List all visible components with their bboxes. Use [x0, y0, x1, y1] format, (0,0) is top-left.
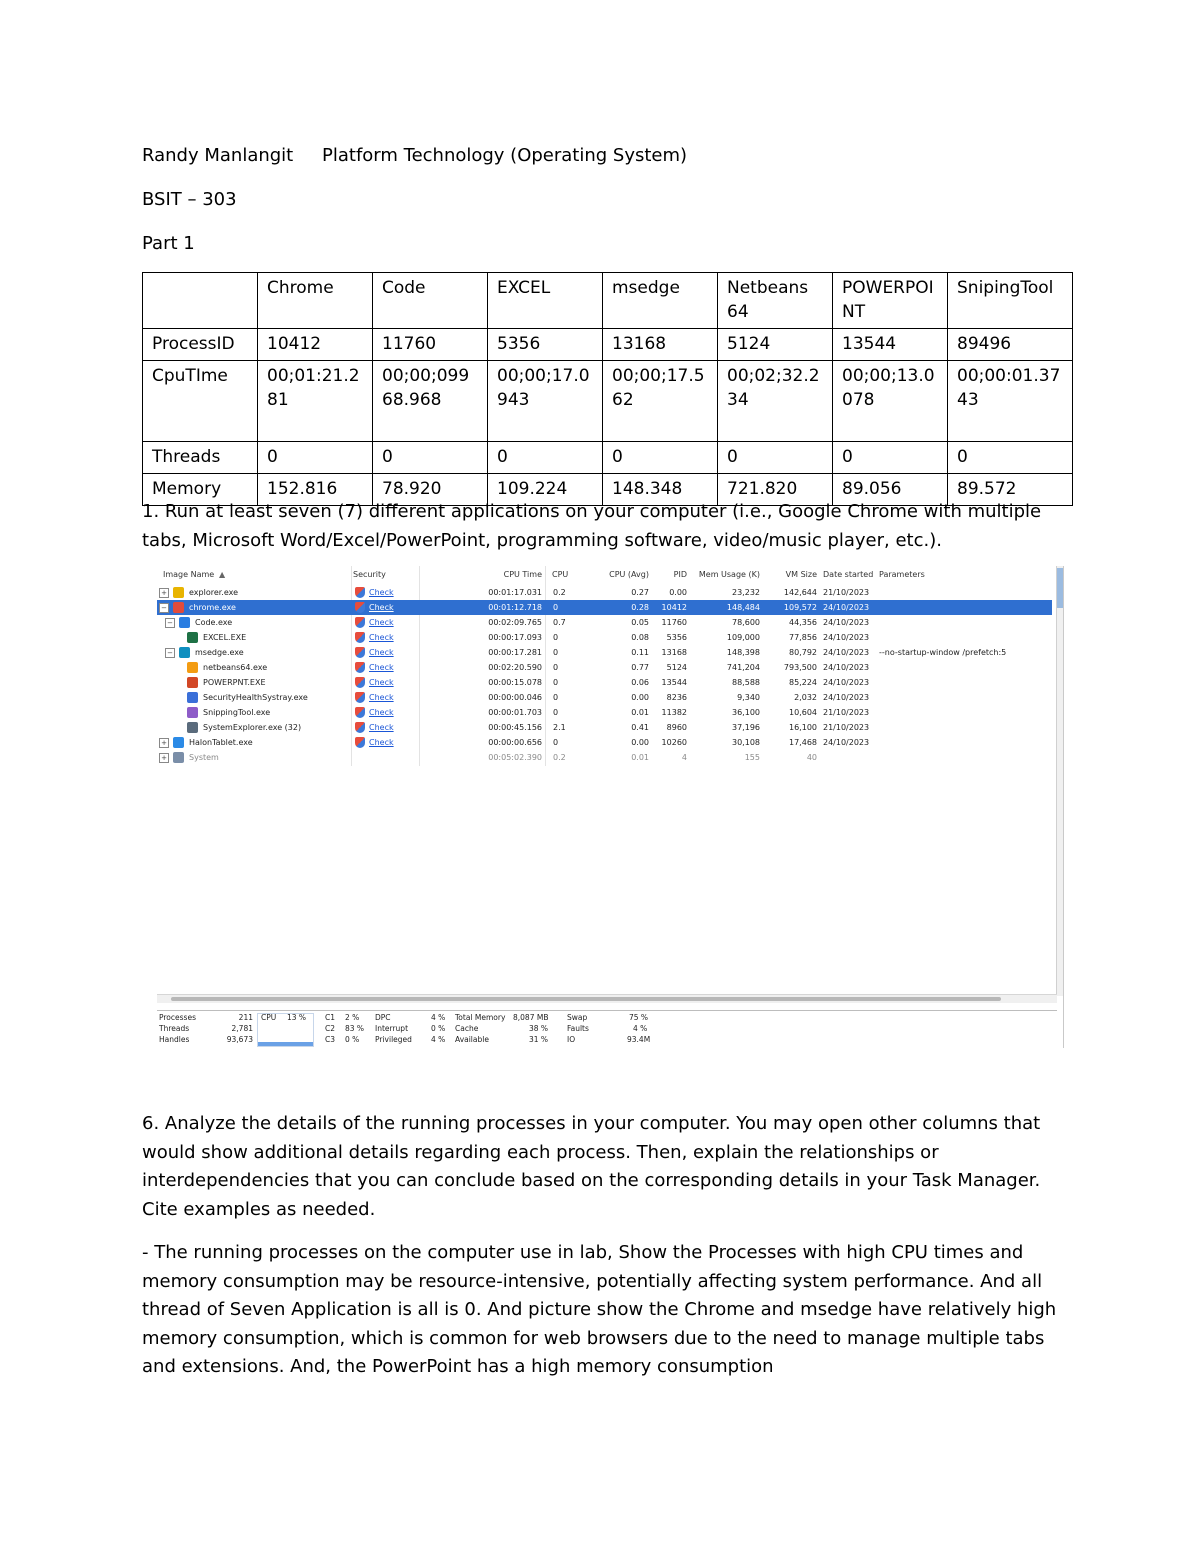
date-started: 21/10/2023: [823, 723, 870, 732]
cpu-time: 00:01:12.718: [488, 603, 542, 612]
process-row[interactable]: [157, 750, 1052, 765]
cpu-time: 00:00:15.078: [488, 678, 542, 687]
table-cell: 5356: [488, 329, 603, 361]
cpu-average: 0.41: [631, 723, 649, 732]
cpu-time: 00:00:00.046: [488, 693, 542, 702]
security-check-link[interactable]: Check: [369, 618, 394, 627]
vm-size: 17,468: [789, 738, 817, 747]
date-started: 24/10/2023: [823, 618, 870, 627]
column-pid[interactable]: PID: [673, 570, 687, 579]
process-row[interactable]: [157, 615, 1052, 630]
status-interrupt-value: 0 %: [431, 1024, 446, 1033]
date-started: 21/10/2023: [823, 588, 870, 597]
security-shield-icon: [355, 587, 365, 598]
process-name: netbeans64.exe: [203, 663, 268, 672]
cpu-average: 0.00: [631, 693, 649, 702]
process-row[interactable]: [157, 600, 1052, 615]
question-6: 6. Analyze the details of the running processes in your computer. You may open other columns that would show additional details regarding each process. Then, explain the relationships or interdependencies that you can conclude based on the corresponding details in your Task Manager. Cite examples as needed.: [142, 1113, 1041, 1220]
process-id: 13544: [661, 678, 687, 687]
tablet-icon: [173, 737, 184, 748]
security-shield-icon: [355, 662, 365, 673]
row-label: Memory: [143, 474, 258, 506]
cpu-percent: 0: [553, 603, 559, 612]
column-cpu-avg[interactable]: CPU (Avg): [609, 570, 649, 579]
section-label: BSIT – 303: [142, 189, 237, 210]
table-cell: 00;01:21.281: [258, 361, 373, 442]
status-interrupt-label: Interrupt: [375, 1024, 409, 1033]
memory-usage: 155: [744, 753, 760, 762]
folder-icon: [173, 587, 184, 598]
memory-usage: 37,196: [732, 723, 760, 732]
status-io-label: IO: [567, 1035, 576, 1044]
process-row[interactable]: [157, 675, 1052, 690]
vertical-scrollbar[interactable]: [1056, 566, 1063, 996]
status-swap-label: Swap: [567, 1013, 588, 1022]
process-name: explorer.exe: [189, 588, 239, 597]
table-row: [143, 442, 1073, 474]
table-header-cell: Chrome: [258, 273, 373, 329]
cpu-average: 0.28: [631, 603, 649, 612]
cpu-average: 0.77: [631, 663, 649, 672]
process-name: SnippingTool.exe: [203, 708, 271, 717]
process-name: POWERPNT.EXE: [203, 678, 266, 687]
table-cell: 0: [718, 442, 833, 474]
vm-size: 40: [806, 753, 817, 762]
table-header-cell: msedge: [603, 273, 718, 329]
cpu-time: 00:00:45.156: [488, 723, 542, 732]
status-faults-value: 4 %: [633, 1024, 648, 1033]
memory-usage: 148,398: [726, 648, 760, 657]
process-id: 5124: [666, 663, 687, 672]
system-icon: [173, 752, 184, 763]
status-c1-value: 2 %: [345, 1013, 360, 1022]
vm-size: 109,572: [783, 603, 817, 612]
status-cache-value: 38 %: [529, 1024, 549, 1033]
cpu-percent: 0.7: [553, 618, 566, 627]
process-id: 4: [681, 753, 687, 762]
table-cell: 0: [373, 442, 488, 474]
cpu-average: 0.01: [631, 753, 649, 762]
vm-size: 10,604: [789, 708, 817, 717]
table-cell: 13544: [833, 329, 948, 361]
cpu-average: 0.27: [631, 588, 649, 597]
column-cpu-time[interactable]: CPU Time: [503, 570, 542, 579]
vm-size: 77,856: [789, 633, 817, 642]
status-threads-value: 2,781: [231, 1024, 253, 1033]
table-cell: 0: [488, 442, 603, 474]
process-parameters: --no-startup-window /prefetch:5: [879, 648, 1007, 657]
process-id: 5356: [666, 633, 687, 642]
process-id: 8960: [666, 723, 687, 732]
memory-usage: 78,600: [732, 618, 760, 627]
status-cache-label: Cache: [455, 1024, 479, 1033]
vm-size: 80,792: [789, 648, 817, 657]
task-manager-screenshot: [157, 566, 1064, 1048]
student-name: Randy Manlangit: [142, 145, 294, 166]
status-privileged-value: 4 %: [431, 1035, 446, 1044]
table-row: [143, 329, 1073, 361]
cpu-percent: 0: [553, 678, 559, 687]
cpu-average: 0.00: [631, 738, 649, 747]
vscode-icon: [179, 617, 190, 628]
status-handles-value: 93,673: [226, 1035, 253, 1044]
status-c3-label: C3: [325, 1035, 336, 1044]
shield-app-icon: [187, 692, 198, 703]
row-label: CpuTIme: [143, 361, 258, 442]
netbeans-icon: [187, 662, 198, 673]
column-mem-usage[interactable]: Mem Usage (K): [698, 570, 760, 579]
row-label: Threads: [143, 442, 258, 474]
process-id: 11760: [661, 618, 687, 627]
snipping-icon: [187, 707, 198, 718]
security-shield-icon: [355, 722, 365, 733]
status-cpu-label: CPU: [261, 1013, 277, 1022]
process-row[interactable]: [157, 705, 1052, 720]
powerpoint-icon: [187, 677, 198, 688]
table-header-cell: EXCEL: [488, 273, 603, 329]
table-header-cell: [143, 273, 258, 329]
process-id: 10260: [661, 738, 687, 747]
security-check-link[interactable]: Check: [369, 693, 394, 702]
security-check-link[interactable]: Check: [369, 738, 394, 747]
status-total-memory-label: Total Memory: [455, 1013, 506, 1022]
table-header-cell: SnipingTool: [948, 273, 1073, 329]
cpu-percent: 0: [553, 738, 559, 747]
cpu-percent: 0: [553, 648, 559, 657]
cpu-average: 0.01: [631, 708, 649, 717]
process-name: SecurityHealthSystray.exe: [203, 693, 308, 702]
table-header-cell: Code: [373, 273, 488, 329]
process-table: [142, 272, 1073, 506]
date-started: 24/10/2023: [823, 603, 870, 612]
status-io-value: 93.4M: [627, 1035, 651, 1044]
table-cell: 148.348: [603, 474, 718, 506]
column-vm-size[interactable]: VM Size: [785, 570, 817, 579]
date-started: 24/10/2023: [823, 693, 870, 702]
table-cell: 10412: [258, 329, 373, 361]
status-c2-label: C2: [325, 1024, 336, 1033]
table-header-cell: Netbeans 64: [718, 273, 833, 329]
security-shield-icon: [355, 677, 365, 688]
tree-expander-icon[interactable]: +: [159, 753, 169, 763]
answer-paragraph: - The running processes on the computer use in lab, Show the Processes with high CPU times and memory consumption may be resource-intensive, potentially affecting system performance. And all thread of Seven Application is all is 0. And picture show the Chrome and msedge have relatively high memory consumption, which is common for web browsers due to the need to manage multiple tabs and extensions. And, the PowerPoint has a high memory consumption: [142, 1242, 1057, 1377]
status-cpu-value: 13 %: [287, 1013, 307, 1022]
process-row[interactable]: [157, 585, 1052, 600]
sort-ascending-icon: ▲: [219, 570, 226, 579]
cpu-time: 00:05:02.390: [488, 753, 542, 762]
table-row: [143, 361, 1073, 442]
table-cell: 00;00:01.3743: [948, 361, 1073, 442]
memory-usage: 88,588: [732, 678, 760, 687]
table-cell: 00;02;32.234: [718, 361, 833, 442]
question-1: 1. Run at least seven (7) different applications on your computer (i.e., Google Chrome with multiple tabs, Microsoft Word/Excel/PowerPoint, programming software, video/music player, etc.).: [142, 501, 1042, 551]
cpu-time: 00:00:01.703: [488, 708, 542, 717]
table-cell: 11760: [373, 329, 488, 361]
table-cell: 89496: [948, 329, 1073, 361]
vm-size: 16,100: [789, 723, 817, 732]
cpu-average: 0.06: [631, 678, 649, 687]
process-id: 13168: [661, 648, 687, 657]
security-check-link[interactable]: Check: [369, 633, 394, 642]
security-shield-icon: [355, 617, 365, 628]
date-started: 24/10/2023: [823, 678, 870, 687]
cpu-percent: 0.2: [553, 588, 566, 597]
memory-usage: 148,484: [726, 603, 760, 612]
cpu-percent: 0.2: [553, 753, 566, 762]
column-cpu[interactable]: CPU: [552, 570, 569, 579]
process-name: chrome.exe: [189, 603, 236, 612]
vm-size: 85,224: [789, 678, 817, 687]
date-started: 24/10/2023: [823, 663, 870, 672]
course-title: Platform Technology (Operating System): [322, 145, 688, 166]
tree-expander-icon[interactable]: −: [165, 618, 175, 628]
tree-expander-icon[interactable]: +: [159, 738, 169, 748]
status-processes-label: Processes: [159, 1013, 196, 1022]
memory-usage: 36,100: [732, 708, 760, 717]
tree-expander-icon[interactable]: −: [159, 603, 169, 613]
security-shield-icon: [355, 737, 365, 748]
tree-expander-icon[interactable]: +: [159, 588, 169, 598]
process-row[interactable]: [157, 720, 1052, 735]
vm-size: 142,644: [783, 588, 817, 597]
table-cell: 0: [603, 442, 718, 474]
security-check-link[interactable]: Check: [369, 708, 394, 717]
cpu-average: 0.05: [631, 618, 649, 627]
table-cell: 0: [258, 442, 373, 474]
excel-icon: [187, 632, 198, 643]
date-started: 24/10/2023: [823, 648, 870, 657]
table-cell: 00;00;17.562: [603, 361, 718, 442]
row-label: ProcessID: [143, 329, 258, 361]
cpu-average: 0.11: [631, 648, 649, 657]
security-shield-icon: [355, 632, 365, 643]
status-faults-label: Faults: [567, 1024, 589, 1033]
security-check-link[interactable]: Check: [369, 648, 394, 657]
cpu-time: 00:00:00.656: [488, 738, 542, 747]
date-started: 21/10/2023: [823, 708, 870, 717]
process-id: 0.00: [669, 588, 687, 597]
table-header-row: [143, 273, 1073, 329]
process-name: msedge.exe: [195, 648, 244, 657]
horizontal-scrollbar[interactable]: [157, 994, 1057, 1003]
security-shield-icon: [355, 647, 365, 658]
process-name: HalonTablet.exe: [189, 738, 253, 747]
cpu-percent: 0: [553, 693, 559, 702]
part-heading: Part 1: [142, 233, 195, 254]
process-row[interactable]: [157, 645, 1052, 660]
status-c1-label: C1: [325, 1013, 336, 1022]
column-date-started[interactable]: Date started: [823, 570, 874, 579]
process-row[interactable]: [157, 630, 1052, 645]
table-cell: 00;00;13.0078: [833, 361, 948, 442]
table-cell: 0: [833, 442, 948, 474]
memory-usage: 23,232: [732, 588, 760, 597]
date-started: 24/10/2023: [823, 633, 870, 642]
column-parameters[interactable]: Parameters: [879, 570, 925, 579]
status-available-value: 31 %: [529, 1035, 549, 1044]
table-cell: 13168: [603, 329, 718, 361]
process-id: 11382: [661, 708, 687, 717]
process-row[interactable]: [157, 660, 1052, 675]
security-check-link[interactable]: Check: [369, 588, 394, 597]
process-name: System: [189, 753, 219, 762]
table-cell: 109.224: [488, 474, 603, 506]
process-name: SystemExplorer.exe (32): [203, 723, 302, 732]
memory-usage: 109,000: [726, 633, 760, 642]
column-security[interactable]: Security: [353, 570, 386, 579]
status-available-label: Available: [455, 1035, 489, 1044]
security-check-link[interactable]: Check: [369, 723, 394, 732]
process-row[interactable]: [157, 735, 1052, 750]
process-row[interactable]: [157, 690, 1052, 705]
edge-icon: [179, 647, 190, 658]
cpu-time: 00:00:17.093: [488, 633, 542, 642]
tree-expander-icon[interactable]: −: [165, 648, 175, 658]
status-handles-label: Handles: [159, 1035, 190, 1044]
table-cell: 89.056: [833, 474, 948, 506]
security-shield-icon: [355, 692, 365, 703]
memory-usage: 741,204: [726, 663, 760, 672]
cpu-usage-fill: [258, 1042, 313, 1046]
cpu-percent: 0: [553, 708, 559, 717]
security-check-link[interactable]: Check: [369, 603, 394, 612]
date-started: 24/10/2023: [823, 738, 870, 747]
status-swap-value: 75 %: [629, 1013, 649, 1022]
cpu-average: 0.08: [631, 633, 649, 642]
memory-usage: 30,108: [732, 738, 760, 747]
table-cell: 0: [948, 442, 1073, 474]
status-privileged-label: Privileged: [375, 1035, 412, 1044]
cpu-time: 00:00:17.281: [488, 648, 542, 657]
security-shield-icon: [355, 602, 365, 613]
table-cell: 5124: [718, 329, 833, 361]
process-id: 10412: [661, 603, 687, 612]
cpu-time: 00:02:20.590: [488, 663, 542, 672]
security-shield-icon: [355, 707, 365, 718]
vm-size: 2,032: [794, 693, 817, 702]
process-name: Code.exe: [195, 618, 233, 627]
cpu-percent: 0: [553, 663, 559, 672]
sysexplorer-icon: [187, 722, 198, 733]
table-cell: 721.820: [718, 474, 833, 506]
status-dpc-value: 4 %: [431, 1013, 446, 1022]
status-total-memory-value: 8,087 MB: [513, 1013, 549, 1022]
process-id: 8236: [666, 693, 687, 702]
column-image-name[interactable]: Image Name: [163, 570, 215, 579]
process-list-header: [157, 570, 1057, 584]
status-processes-value: 211: [238, 1013, 253, 1022]
cpu-time: 00:01:17.031: [488, 588, 542, 597]
table-cell: 00;00;17.0943: [488, 361, 603, 442]
cpu-percent: 2.1: [553, 723, 566, 732]
process-name: EXCEL.EXE: [203, 633, 247, 642]
table-cell: 152.816: [258, 474, 373, 506]
table-cell: 00;00;09968.968: [373, 361, 488, 442]
status-bar: [157, 1010, 1057, 1047]
status-threads-label: Threads: [159, 1024, 190, 1033]
table-header-cell: POWERPOINT: [833, 273, 948, 329]
status-dpc-label: DPC: [375, 1013, 391, 1022]
scrollbar-thumb[interactable]: [1057, 568, 1063, 608]
cpu-time: 00:02:09.765: [488, 618, 542, 627]
table-cell: 78.920: [373, 474, 488, 506]
security-check-link[interactable]: Check: [369, 663, 394, 672]
memory-usage: 9,340: [737, 693, 760, 702]
cpu-percent: 0: [553, 633, 559, 642]
chrome-icon: [173, 602, 184, 613]
status-c3-value: 0 %: [345, 1035, 360, 1044]
scrollbar-thumb[interactable]: [171, 997, 1001, 1001]
table-cell: 89.572: [948, 474, 1073, 506]
vm-size: 44,356: [789, 618, 817, 627]
vm-size: 793,500: [783, 663, 817, 672]
status-c2-value: 83 %: [345, 1024, 365, 1033]
security-check-link[interactable]: Check: [369, 678, 394, 687]
